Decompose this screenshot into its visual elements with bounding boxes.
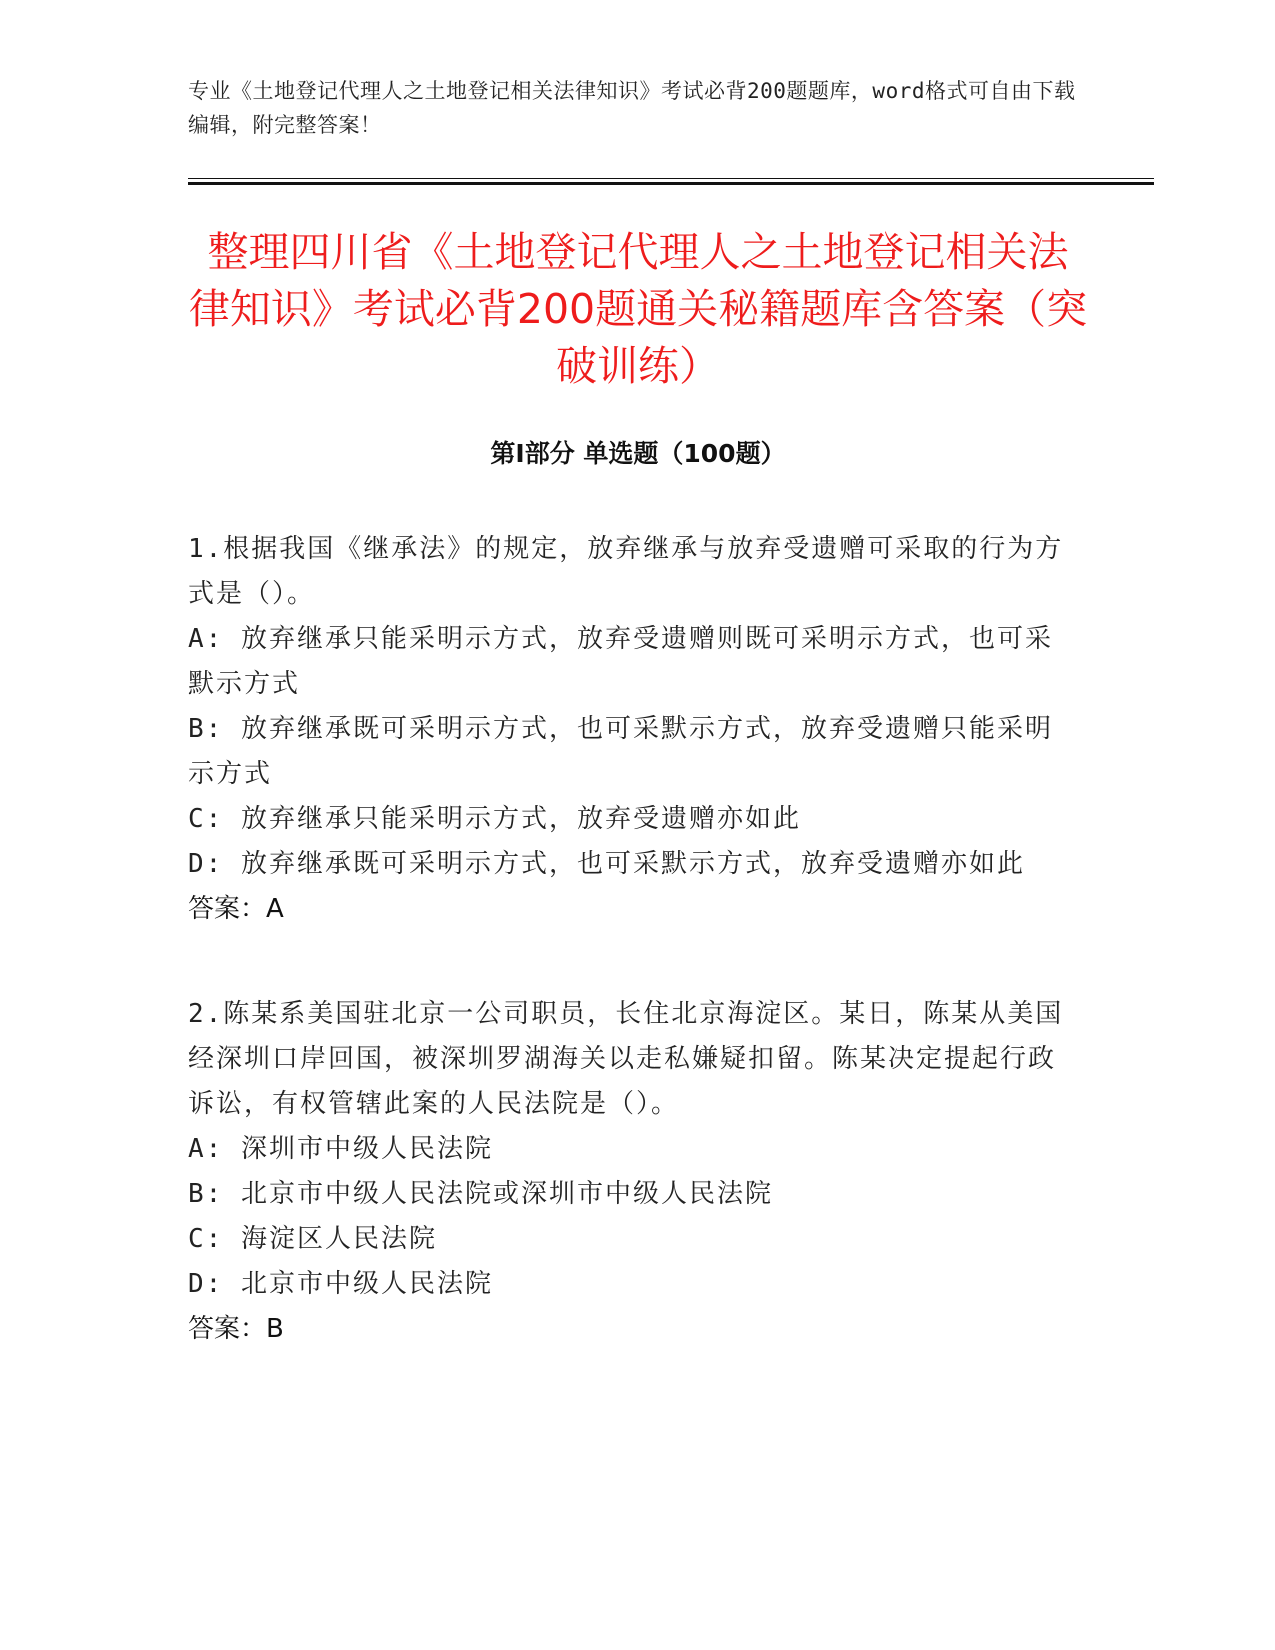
section-heading: 第Ⅰ部分 单选题（100题） [490, 439, 786, 468]
question-list [188, 527, 1068, 1412]
header-divider-thick [188, 182, 1154, 185]
document-title: 整理四川省《土地登记代理人之土地登记相关法律知识》考试必背200题通关秘籍题库含答案（突破训练） [188, 228, 1088, 390]
header-note: 专业《土地登记代理人之土地登记相关法律知识》考试必背200题题库，word格式可自由下载编辑，附完整答案！ [188, 79, 1076, 137]
option-d: D: 北京市中级人民法院 [188, 1269, 493, 1299]
option-c: C: 海淀区人民法院 [188, 1224, 437, 1254]
option-b: B: 放弃继承既可采明示方式，也可采默示方式，放弃受遗赠只能采明示方式 [188, 714, 1053, 789]
option-c: C: 放弃继承只能采明示方式，放弃受遗赠亦如此 [188, 804, 801, 834]
question-2 [188, 992, 1068, 1352]
option-a: A: 放弃继承只能采明示方式，放弃受遗赠则既可采明示方式，也可采默示方式 [188, 624, 1053, 699]
header-divider-thin [188, 178, 1154, 179]
option-b: B: 北京市中级人民法院或深圳市中级人民法院 [188, 1179, 773, 1209]
question-stem: 2.陈某系美国驻北京一公司职员，长住北京海淀区。某日，陈某从美国经深圳口岸回国，被深圳罗湖海关以走私嫌疑扣留。陈某决定提起行政诉讼，有权管辖此案的人民法院是（）。 [188, 999, 1064, 1119]
question-stem: 1.根据我国《继承法》的规定，放弃继承与放弃受遗赠可采取的行为方式是（）。 [188, 534, 1064, 609]
answer: 答案：A [188, 894, 284, 924]
option-a: A: 深圳市中级人民法院 [188, 1134, 493, 1164]
option-d: D: 放弃继承既可采明示方式，也可采默示方式，放弃受遗赠亦如此 [188, 849, 1025, 879]
answer: 答案：B [188, 1314, 284, 1344]
question-1 [188, 527, 1068, 932]
